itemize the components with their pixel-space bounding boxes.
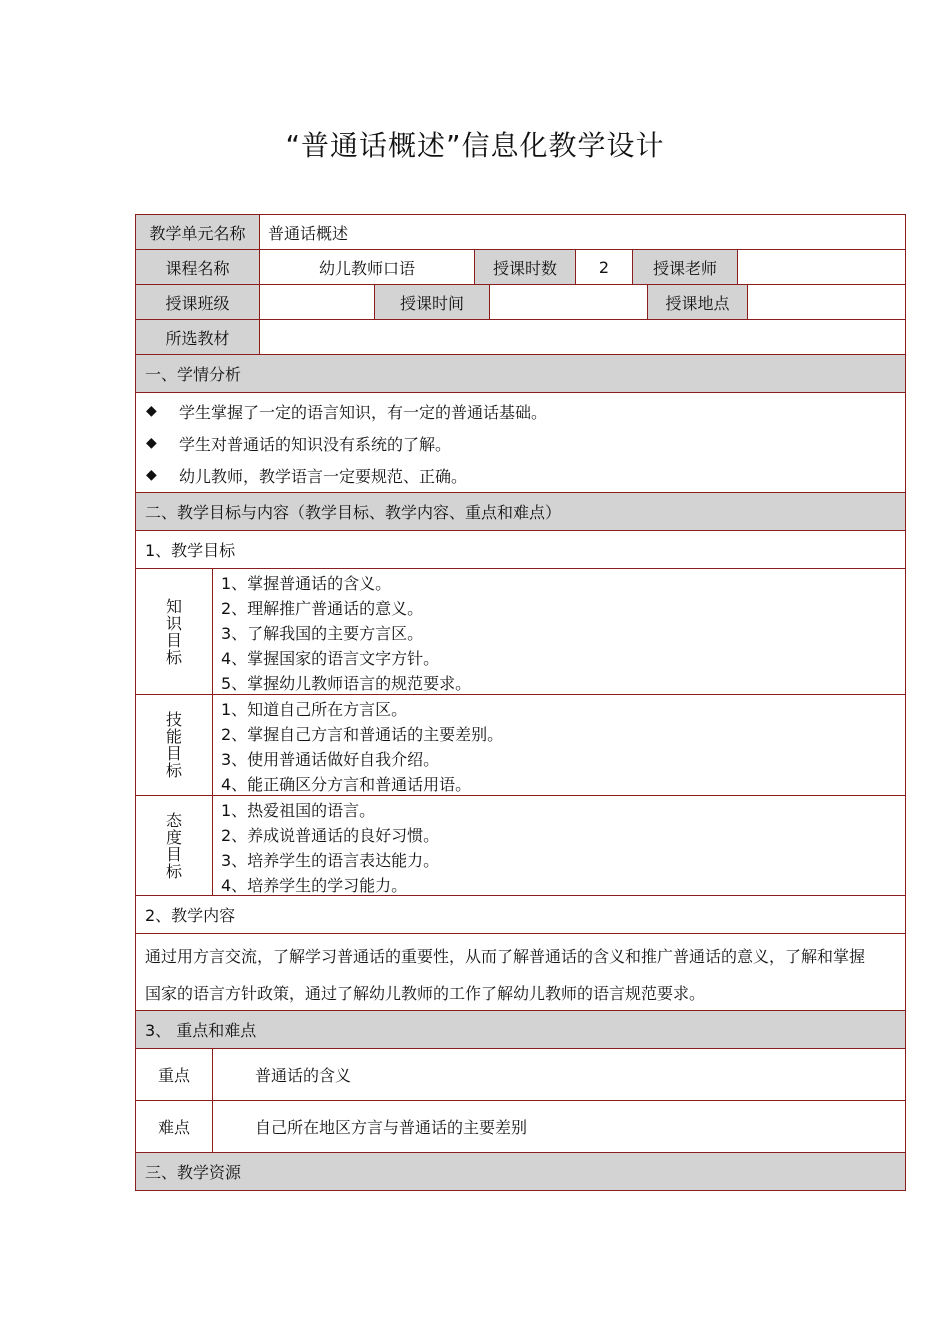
list-item: 3、培养学生的语言表达能力。 (221, 851, 440, 870)
knowledge-goals-list (213, 569, 471, 694)
diamond-bullet-icon: ◆ (146, 435, 157, 451)
diamond-bullet-icon: ◆ (146, 403, 157, 419)
skill-goals-row (136, 694, 905, 795)
time-value (490, 285, 648, 319)
unit-label: 教学单元名称 (136, 215, 260, 249)
time-label: 授课时间 (375, 285, 490, 319)
list-item (146, 427, 905, 459)
list-item: 3、了解我国的主要方言区。 (221, 624, 424, 643)
list-item: 5、掌握幼儿教师语言的规范要求。 (221, 674, 472, 693)
attitude-goals-row (136, 795, 905, 895)
document-title: “普通话概述”信息化教学设计 (285, 129, 665, 162)
list-item (146, 395, 905, 427)
key-points-title: 3、 重点和难点 (136, 1011, 905, 1048)
difficulty-value: 自己所在地区方言与普通话的主要差别 (255, 1118, 528, 1137)
list-item: 2、掌握自己方言和普通话的主要差别。 (221, 725, 504, 744)
hours-value: 2 (576, 250, 633, 284)
knowledge-goals-row (136, 568, 905, 694)
course-value: 幼儿教师口语 (260, 250, 475, 284)
paragraph-line: 通过用方言交流，了解学习普通话的重要性，从而了解普通话的含义和推广普通话的意义，了解和掌握 (145, 947, 866, 966)
list-item: 4、掌握国家的语言文字方针。 (221, 649, 440, 668)
list-item: 3、使用普通话做好自我介绍。 (221, 750, 440, 769)
list-item: 1、知道自己所在方言区。 (221, 700, 408, 719)
class-value (260, 285, 375, 319)
textbook-row (136, 319, 905, 354)
difficulty-label: 难点 (136, 1101, 213, 1152)
skill-goals-list (213, 695, 503, 795)
attitude-goals-label: 态度目标 (136, 796, 213, 895)
key-point-label: 重点 (136, 1049, 213, 1100)
key-point-row (136, 1048, 905, 1100)
place-value (748, 285, 905, 319)
course-label: 课程名称 (136, 250, 260, 284)
goals-title: 1、教学目标 (145, 541, 236, 560)
list-item (146, 459, 905, 491)
list-item-text: 学生掌握了一定的语言知识，有一定的普通话基础。 (179, 402, 548, 422)
section1-title: 一、学情分析 (136, 355, 905, 392)
list-item: 2、理解推广普通话的意义。 (221, 599, 424, 618)
class-row (136, 284, 905, 319)
section3-header (136, 1152, 905, 1190)
attitude-goals-list (213, 796, 439, 895)
course-row (136, 249, 905, 284)
section1-header (136, 354, 905, 392)
list-item-text: 幼儿教师，教学语言一定要规范、正确。 (179, 466, 468, 486)
skill-goals-label: 技能目标 (136, 695, 213, 795)
hours-label: 授课时数 (475, 250, 576, 284)
list-item-text: 学生对普通话的知识没有系统的了解。 (179, 434, 452, 454)
key-points-header (136, 1010, 905, 1048)
unit-row (136, 214, 905, 249)
section2-header (136, 492, 905, 530)
place-label: 授课地点 (648, 285, 748, 319)
list-item: 1、热爱祖国的语言。 (221, 801, 376, 820)
list-item: 2、养成说普通话的良好习惯。 (221, 826, 440, 845)
content-header (136, 895, 905, 933)
knowledge-goals-label: 知识目标 (136, 569, 213, 694)
teacher-value (738, 250, 905, 284)
section1-body (136, 392, 905, 492)
section2-title: 二、教学目标与内容（教学目标、教学内容、重点和难点） (136, 493, 905, 530)
list-item: 1、掌握普通话的含义。 (221, 574, 392, 593)
diamond-bullet-icon: ◆ (146, 467, 157, 483)
class-label: 授课班级 (136, 285, 260, 319)
textbook-value (260, 320, 905, 354)
difficulty-row (136, 1100, 905, 1152)
goals-header (136, 530, 905, 568)
list-item: 4、能正确区分方言和普通话用语。 (221, 775, 472, 794)
unit-value: 普通话概述 (268, 223, 349, 243)
content-paragraph (136, 934, 905, 1010)
lesson-plan-table (135, 214, 906, 1191)
teacher-label: 授课老师 (633, 250, 738, 284)
list-item: 4、培养学生的学习能力。 (221, 876, 408, 895)
textbook-label: 所选教材 (136, 320, 260, 354)
key-point-value: 普通话的含义 (255, 1066, 352, 1085)
paragraph-line: 国家的语言方针政策，通过了解幼儿教师的工作了解幼儿教师的语言规范要求。 (145, 984, 706, 1003)
content-title: 2、教学内容 (145, 906, 236, 925)
section3-title: 三、教学资源 (136, 1153, 905, 1190)
content-body (136, 933, 905, 1010)
learner-analysis-list (136, 393, 905, 492)
